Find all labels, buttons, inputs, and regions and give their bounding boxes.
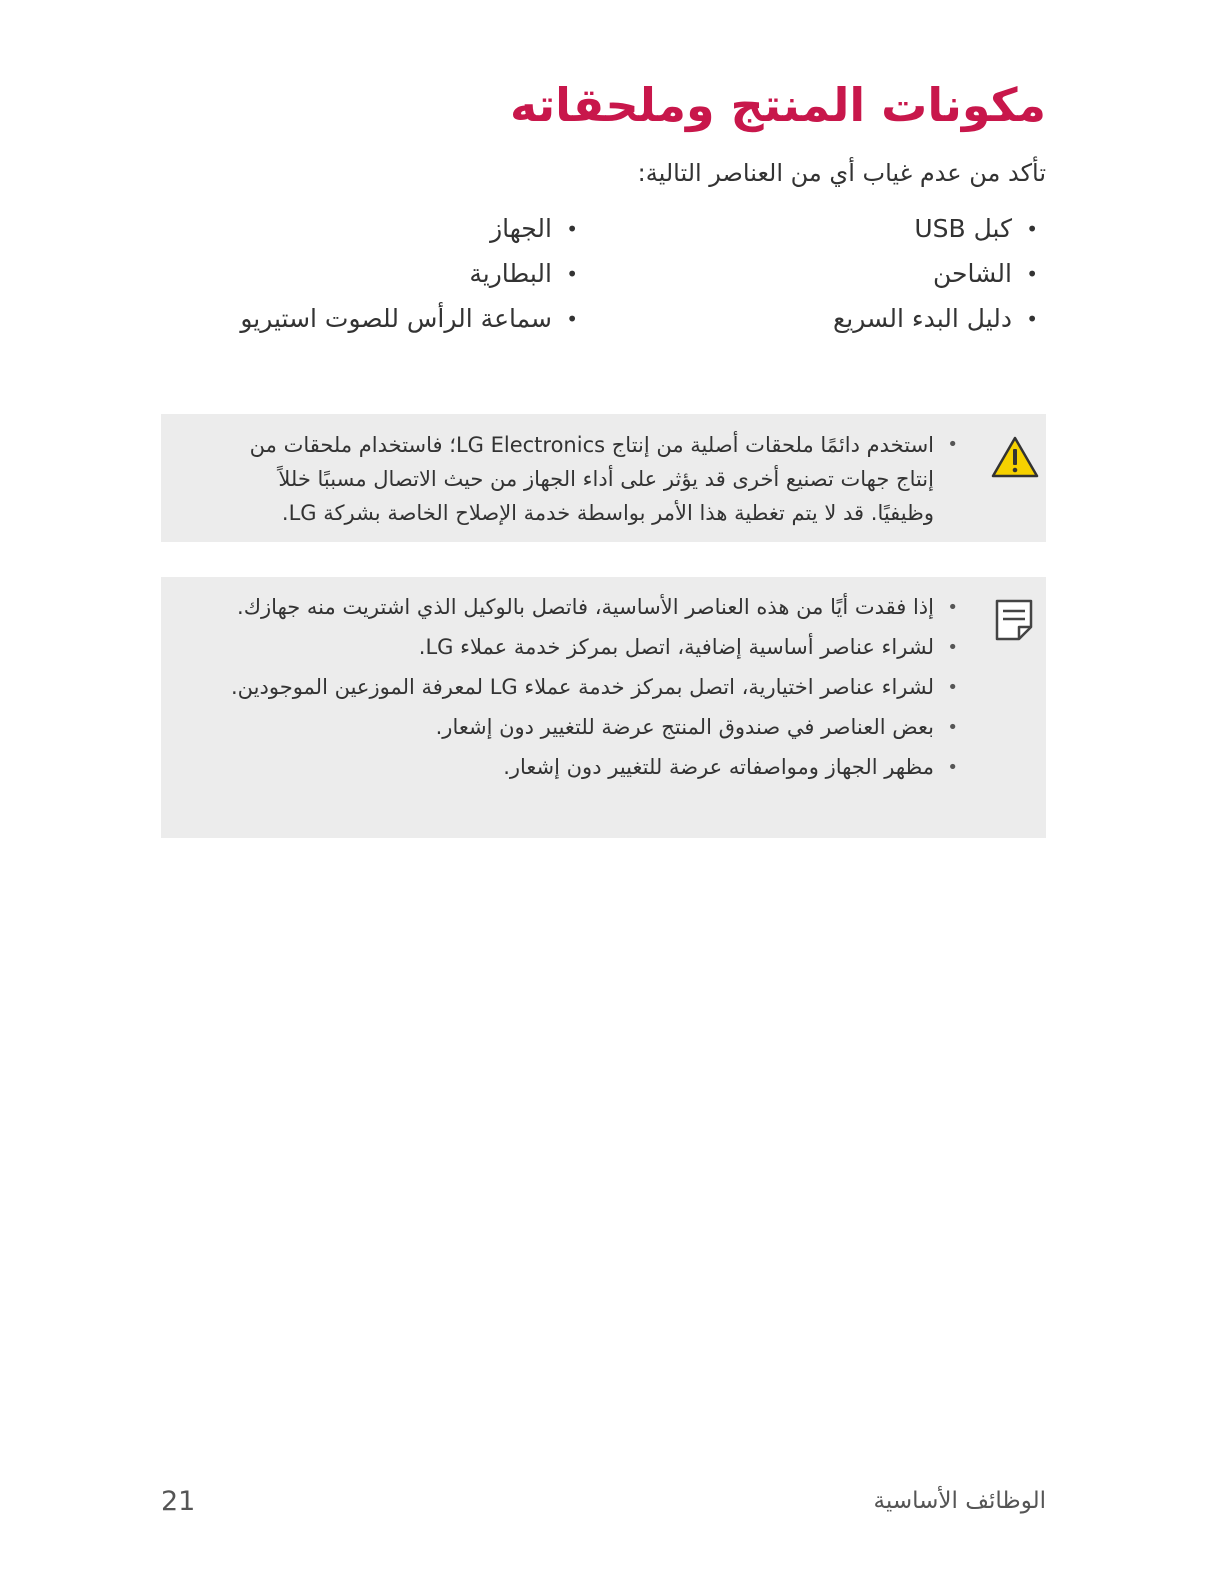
note-item-text: لشراء عناصر اختيارية، اتصل بمركز خدمة عملاء LG لمعرفة الموزعين الموجودين. [231, 675, 934, 699]
note-box [161, 577, 1046, 838]
bullet-icon: • [566, 217, 578, 241]
package-item [166, 302, 586, 336]
package-item-label: كبل USB [914, 214, 1012, 243]
page-number: 21 [161, 1486, 196, 1517]
package-item-label: البطارية [469, 259, 552, 288]
caution-item [218, 428, 958, 530]
package-item-label: الجهاز [490, 214, 552, 243]
package-item-label: دليل البدء السريع [832, 304, 1012, 333]
footer-section-title: الوظائف الأساسية [873, 1488, 1046, 1514]
bullet-icon: • [566, 307, 578, 331]
bullet-icon: • [1026, 307, 1038, 331]
note-item [218, 631, 958, 664]
note-list [218, 591, 958, 791]
package-item-label: سماعة الرأس للصوت استيريو [240, 304, 552, 333]
caution-item-text: استخدم دائمًا ملحقات أصلية من إنتاج LG Electronics؛ فاستخدام ملحقات من إنتاج جهات تصنيع أخرى قد يؤثر على أداء الجهاز من حيث الاتصال مسببًا خللاً وظيفيًا. قد لا يتم تغطية هذا الأمر بواسطة خدمة الإصلاح الخاصة بشركة LG. [249, 433, 934, 525]
caution-box [161, 414, 1046, 542]
package-item [586, 302, 1046, 336]
bullet-icon: • [947, 637, 958, 658]
note-item [218, 751, 958, 784]
note-item-text: بعض العناصر في صندوق المنتج عرضة للتغيير دون إشعار. [435, 715, 934, 739]
package-item [166, 257, 586, 291]
package-items-list [166, 212, 1046, 336]
note-item-text: لشراء عناصر أساسية إضافية، اتصل بمركز خدمة عملاء LG. [418, 635, 934, 659]
note-icon [988, 593, 1042, 647]
intro-text: تأكد من عدم غياب أي من العناصر التالية: [637, 159, 1046, 187]
bullet-icon: • [1026, 217, 1038, 241]
bullet-icon: • [947, 717, 958, 738]
package-item [166, 212, 586, 246]
bullet-icon: • [947, 434, 958, 455]
page-title: مكونات المنتج وملحقاته [509, 78, 1046, 132]
note-item [218, 671, 958, 704]
note-item-text: مظهر الجهاز ومواصفاته عرضة للتغيير دون إشعار. [503, 755, 934, 779]
bullet-icon: • [1026, 262, 1038, 286]
note-item [218, 711, 958, 744]
bullet-icon: • [947, 757, 958, 778]
note-item-text: إذا فقدت أيًا من هذه العناصر الأساسية، فاتصل بالوكيل الذي اشتريت منه جهازك. [237, 595, 934, 619]
caution-list [218, 428, 958, 537]
warning-triangle-icon [988, 430, 1042, 484]
bullet-icon: • [566, 262, 578, 286]
bullet-icon: • [947, 597, 958, 618]
package-item-label: الشاحن [933, 259, 1012, 288]
package-item [586, 257, 1046, 291]
bullet-icon: • [947, 677, 958, 698]
note-item [218, 591, 958, 624]
package-item [586, 212, 1046, 246]
